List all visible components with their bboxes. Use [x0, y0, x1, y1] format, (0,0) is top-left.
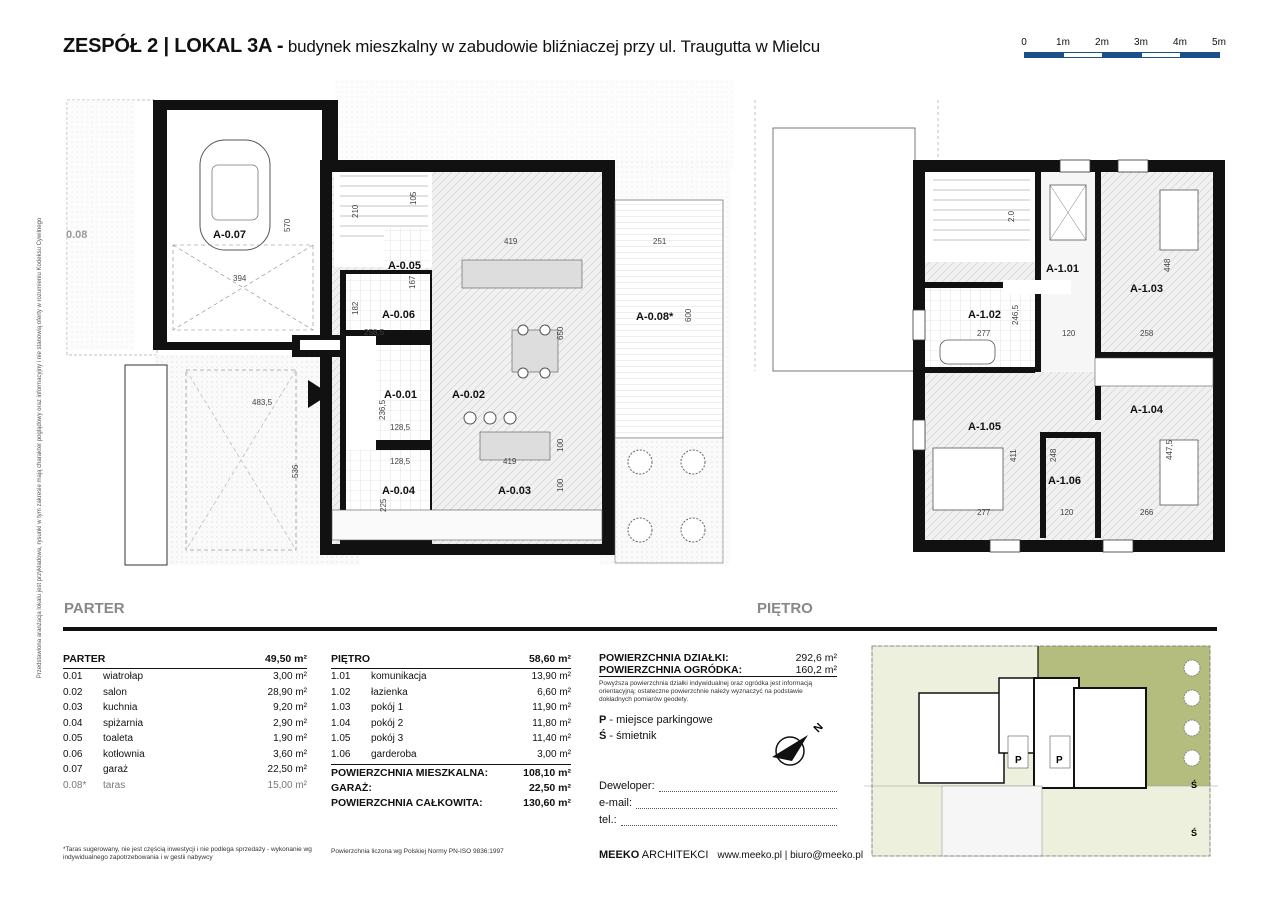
- divider: [63, 627, 1217, 631]
- table-row: 1.03 pokój 1 11,90 m²: [331, 702, 571, 713]
- dimension: 447,5: [1165, 439, 1174, 460]
- parter-table-total: 49,50 m²: [205, 652, 307, 669]
- room-label: 0.08: [66, 229, 88, 241]
- room-label: A-0.04: [382, 485, 416, 497]
- table-row: 0.01 wiatrołap 3,00 m²: [63, 671, 307, 682]
- table-row: 0.02 salon 28,90 m²: [63, 686, 307, 698]
- dimension: 258: [1140, 329, 1154, 338]
- site-plan: [864, 638, 1218, 864]
- scale-label: 1m: [1056, 37, 1070, 48]
- dimension: 210: [351, 204, 360, 218]
- room-label: A-0.02: [452, 389, 486, 401]
- title-bold: ZESPÓŁ 2 | LOKAL 3A -: [63, 35, 284, 57]
- dimension: 419: [503, 457, 517, 466]
- dimension: 277: [977, 508, 991, 517]
- north-arrow: [766, 717, 836, 767]
- trash-label: Ś: [1191, 828, 1198, 838]
- floor-plans: [60, 80, 1230, 620]
- north-letter: N: [811, 721, 826, 736]
- room-label: A-0.01: [384, 389, 418, 401]
- dimension: 128,5: [390, 457, 411, 466]
- disclaimer-text: Przedstawiona aranżacja lokalu jest przykładowa, rysunki w tym zakresie mają charakter poglądowy oraz informacyjny i nie stanowią oferty w rozumieniu Kodeksu Cywilnego: [37, 217, 43, 679]
- scale-label: 5m: [1212, 37, 1226, 48]
- dimension: 448: [1163, 258, 1172, 272]
- dimension: 120: [1060, 508, 1074, 517]
- table-row: 1.04 pokój 2 11,80 m²: [331, 717, 571, 729]
- parking-label: P: [1056, 755, 1063, 766]
- pietro-table-title: PIĘTRO: [331, 652, 485, 669]
- room-label: A-1.01: [1046, 263, 1080, 275]
- scale-segment: [1102, 52, 1142, 58]
- dimension: 419: [504, 237, 518, 246]
- dimension: 483,5: [252, 398, 273, 407]
- garden-area-row: POWIERZCHNIA OGRÓDKA: 160,2 m²: [599, 664, 837, 676]
- parter-table: [63, 652, 307, 793]
- dimension: 100: [556, 478, 565, 492]
- table-row: 1.05 pokój 3 11,40 m²: [331, 733, 571, 744]
- table-row: 0.04 spiżarnia 2,90 m²: [63, 717, 307, 729]
- dimension: 251: [653, 237, 667, 246]
- parter-footnote: *Taras sugerowany, nie jest częścią inwestycji i nie podlega sprzedaży - wykonanie wg indywidualnego zapotrzebowania i w gestii nabywcy: [63, 846, 312, 861]
- room-label: A-1.03: [1130, 283, 1164, 295]
- phone-line: tel.:: [599, 814, 837, 831]
- scale-label: 2m: [1095, 37, 1109, 48]
- brand-footer: [599, 849, 863, 861]
- table-row: 0.05 toaleta 1,90 m²: [63, 733, 307, 744]
- dimension: 570: [283, 218, 292, 232]
- brand-name: MEEKO: [599, 849, 640, 861]
- dimension: 182: [351, 301, 360, 315]
- room-label: A-0.03: [498, 485, 532, 497]
- disclaimer-vertical: [30, 155, 43, 755]
- dimension: 277: [977, 329, 991, 338]
- room-label: A-1.06: [1048, 475, 1082, 487]
- email-line: e-mail:: [599, 797, 837, 814]
- scale-label: 0: [1021, 37, 1027, 48]
- dimension: 411: [1009, 449, 1018, 462]
- pietro-footnote: Powierzchnia liczona wg Polskiej Normy PN-ISO 9836:1997: [331, 848, 504, 855]
- dimension: 266: [1140, 508, 1154, 517]
- parking-label: P: [1015, 755, 1022, 766]
- upper-floor-plan: [755, 100, 1225, 552]
- table-row: 0.03 kuchnia 9,20 m²: [63, 702, 307, 713]
- scale-label: 3m: [1134, 37, 1148, 48]
- table-row: 1.01 komunikacja 13,90 m²: [331, 671, 571, 682]
- pietro-table-total: 58,60 m²: [485, 652, 571, 669]
- parter-table-title: PARTER: [63, 652, 205, 669]
- dimension: 105: [409, 191, 418, 205]
- dimension: 225: [379, 498, 388, 512]
- page-title: [63, 35, 820, 58]
- scale-segment: [1180, 52, 1220, 58]
- floor-label-parter: PARTER: [64, 600, 125, 617]
- dimension: 100: [556, 438, 565, 452]
- dimension: 120: [1062, 329, 1076, 338]
- scale-segment: [1063, 52, 1103, 58]
- developer-line: Deweloper:: [599, 780, 837, 797]
- scale-label: 4m: [1173, 37, 1187, 48]
- table-row: 0.08* taras 15,00 m²: [63, 779, 307, 791]
- brand-contact: www.meeko.pl | biuro@meeko.pl: [717, 850, 864, 861]
- dimension: 536: [291, 464, 300, 478]
- room-label: A-0.08*: [636, 311, 674, 323]
- ground-floor-plan: [66, 80, 734, 565]
- brand-suffix: ARCHITEKCI: [639, 849, 709, 861]
- room-label: A-0.06: [382, 309, 416, 321]
- room-label: A-1.02: [968, 309, 1002, 321]
- pietro-table: [331, 652, 571, 812]
- room-label: A-0.07: [213, 229, 247, 241]
- summary-row: POWIERZCHNIA CAŁKOWITA: 130,60 m²: [331, 797, 571, 809]
- summary-row: GARAŻ: 22,50 m²: [331, 782, 571, 794]
- garage-roof: [773, 128, 915, 371]
- table-row: 1.02 łazienka 6,60 m²: [331, 686, 571, 698]
- dimension: 236,5: [378, 399, 387, 420]
- summary-row: POWIERZCHNIA MIESZKALNA: 108,10 m²: [331, 767, 571, 779]
- room-label: A-1.05: [968, 421, 1002, 433]
- trash-label: Ś: [1191, 780, 1198, 790]
- dimension: 248: [1049, 448, 1058, 462]
- scale-segment: [1141, 52, 1181, 58]
- table-row: 1.06 garderoba 3,00 m²: [331, 748, 571, 760]
- title-subtitle: budynek mieszkalny w zabudowie bliźniaczej przy ul. Traugutta w Mielcu: [283, 37, 820, 56]
- dimension: 128,5: [390, 423, 411, 432]
- dimension: 650: [556, 326, 565, 340]
- area-summary: [331, 764, 571, 812]
- scale-segment: [1024, 52, 1064, 58]
- dimension: 2.0: [1007, 210, 1016, 222]
- legend-trash: Ś - śmietnik: [599, 730, 657, 742]
- dimension: 258,5: [364, 328, 385, 337]
- dimension: 394: [233, 274, 247, 283]
- contact-lines: [599, 780, 837, 831]
- plot-note: Powyższa powierzchnia działki indywidualnej oraz ogródka jest informacją orientacyjną; ostateczne powierzchnie należy wyznaczyć na podstawie dokładnych pomiarów geodety.: [599, 680, 813, 703]
- room-label: A-0.05: [388, 260, 422, 272]
- scale-bar: [1018, 37, 1228, 67]
- floor-label-pietro: PIĘTRO: [757, 600, 813, 617]
- table-row: 0.07 garaż 22,50 m²: [63, 764, 307, 775]
- room-label: A-1.04: [1130, 404, 1164, 416]
- parter-table-header: [63, 652, 307, 669]
- dimension: 600: [684, 308, 693, 322]
- legend-parking: P - miejsce parkingowe: [599, 714, 713, 726]
- table-row: 0.06 kotłownia 3,60 m²: [63, 748, 307, 760]
- dimension: 167: [408, 275, 417, 289]
- pietro-table-header: [331, 652, 571, 669]
- plot-area-row: POWIERZCHNIA DZIAŁKI: 292,6 m²: [599, 652, 837, 664]
- dimension: 246,5: [1011, 304, 1020, 325]
